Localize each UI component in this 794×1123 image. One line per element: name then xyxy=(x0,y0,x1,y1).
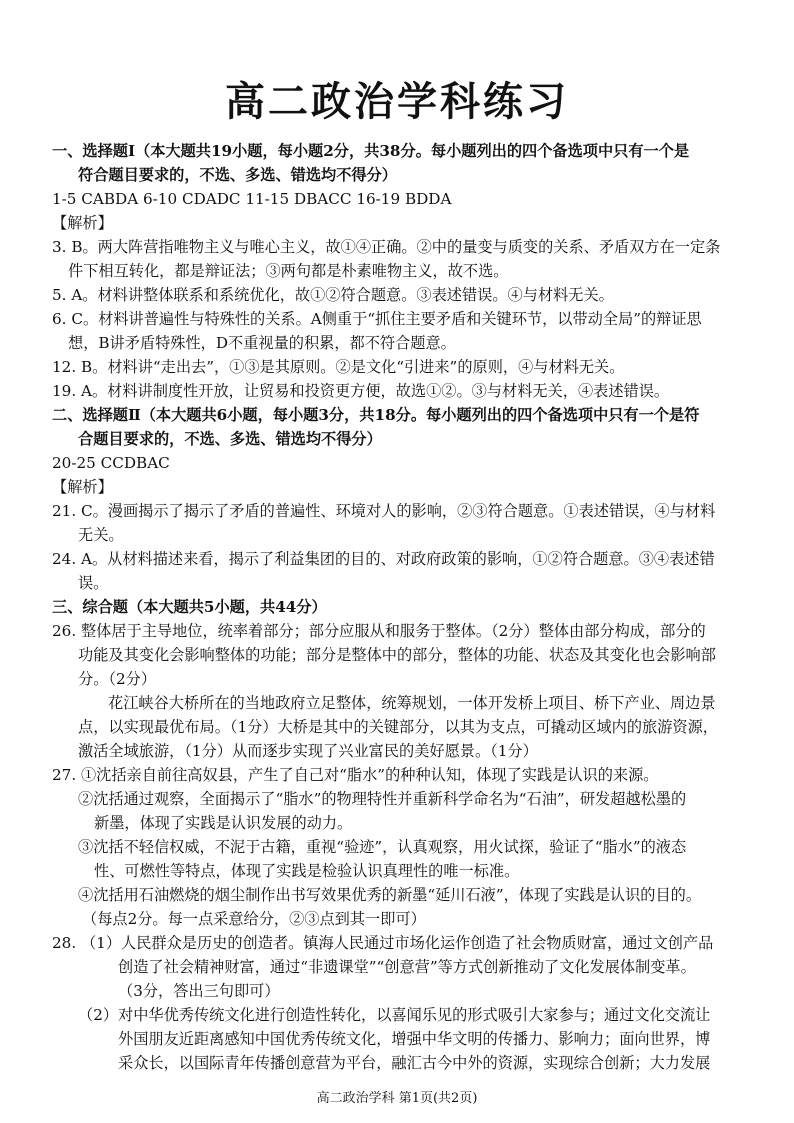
answer-q28-part1-scoring: （3分，答出三句即可） xyxy=(118,982,280,1000)
analysis-q3: 3. B。两大阵营指唯物主义与唯心主义，故①④正确。②中的量变与质变的关系、矛盾双方在一定条 xyxy=(52,238,721,256)
analysis-label: 【解析】 xyxy=(52,214,113,232)
answer-q27-point3-cont: 性、可燃性等特点，体现了实践是检验认识真理性的唯一标准。 xyxy=(94,862,520,880)
answer-q28-part2: （2）对中华优秀传统文化进行创造性转化，以喜闻乐见的形式吸引大家参与；通过文化交流让 xyxy=(78,1006,711,1024)
section-1-heading: 一、选择题Ⅰ（本大题共19小题，每小题2分，共38分。每小题列出的四个备选项中只有一个是 xyxy=(52,142,690,160)
analysis-q24-cont: 误。 xyxy=(78,574,109,592)
analysis-q21-cont: 无关。 xyxy=(78,526,124,544)
analysis-q19: 19. A。材料讲制度性开放，让贸易和投资更方便，故选①②。③与材料无关，④表述错误。 xyxy=(52,382,670,400)
analysis-q3-cont: 件下相互转化，都是辩证法；③两句都是朴素唯物主义，故不选。 xyxy=(68,262,509,280)
analysis-q6: 6. C。材料讲普遍性与特殊性的关系。A侧重于“抓住主要矛盾和关键环节，以带动全局”的辩证思 xyxy=(52,310,702,328)
answer-q27-point2: ②沈括通过观察，全面揭示了“脂水”的物理特性并重新科学命名为“石油”，研发超越松墨的 xyxy=(78,790,687,808)
answer-key-1-19: 1-5 CABDA 6-10 CDADC 11-15 DBACC 16-19 BDDA xyxy=(52,190,452,208)
answer-q26-cont-2: 分。（2分） xyxy=(78,670,157,688)
answer-q28-part2-cont-1: 外国朋友近距离感知中国优秀传统文化，增强中华文明的传播力、影响力；面向世界，博 xyxy=(118,1030,711,1048)
answer-q26-para2-cont-1: 点，以实现最优布局。（1分）大桥是其中的关键部分，以其为支点，可撬动区域内的旅游资源， xyxy=(78,718,718,736)
analysis-q21: 21. C。漫画揭示了揭示了矛盾的普遍性、环境对人的影响，②③符合题意。①表述错误，④与材料 xyxy=(52,502,716,520)
analysis-q24: 24. A。从材料描述来看，揭示了利益集团的目的、对政府政策的影响，①②符合题意。③④表述错 xyxy=(52,550,715,568)
answer-q27-point2-cont: 新墨，体现了实践是认识发展的动力。 xyxy=(94,814,353,832)
section-2-heading: 二、选择题Ⅱ（本大题共6小题，每小题3分，共18分。每小题列出的四个备选项中只有一个是符 xyxy=(52,406,700,424)
answer-q26-para2-cont-2: 激活全域旅游，（1分）从而逐步实现了兴业富民的美好愿景。（1分） xyxy=(78,742,538,760)
page-footer: 高二政治学科 第1页(共2页) xyxy=(316,1091,478,1106)
analysis-q5: 5. A。材料讲整体联系和系统优化，故①②符合题意。③表述错误。④与材料无关。 xyxy=(52,286,614,304)
answer-q26: 26. 整体居于主导地位，统率着部分；部分应服从和服务于整体。（2分）整体由部分构成，部分的 xyxy=(52,622,706,640)
answer-q26-para2: 花江峡谷大桥所在的当地政府立足整体，统筹规划，一体开发桥上项目、桥下产业、周边景 xyxy=(108,694,716,712)
answer-q26-cont-1: 功能及其变化会影响整体的功能；部分是整体中的部分，整体的功能、状态及其变化也会影响部 xyxy=(78,646,716,664)
answer-q27-point4: ④沈括用石油燃烧的烟尘制作出书写效果优秀的新墨“延川石液”，体现了实践是认识的目的。 xyxy=(78,886,702,904)
answer-q27-point3: ③沈括不轻信权威，不泥于古籍，重视“验迹”，认真观察，用火试探，验证了“脂水”的液态 xyxy=(78,838,687,856)
analysis-label-2: 【解析】 xyxy=(52,478,113,496)
answer-q28-part1-cont: 创造了社会精神财富，通过“非遗课堂”“创意营”等方式创新推动了文化发展体制变革。 xyxy=(118,958,696,976)
section-1-heading-cont: 符合题目要求的，不选、多选、错选均不得分） xyxy=(78,166,397,184)
section-2-heading-cont: 合题目要求的，不选、多选、错选均不得分） xyxy=(78,430,382,448)
answer-q28-part1: 28. （1）人民群众是历史的创造者。镇海人民通过市场化运作创造了社会物质财富，通过文创产品 xyxy=(52,934,714,952)
answer-q28-part2-cont-2: 采众长，以国际青年传播创意营为平台，融汇古今中外的资源，实现综合创新；大力发展 xyxy=(118,1054,711,1072)
analysis-q6-cont: 想，B讲矛盾特殊性，D不重视量的积累，都不符合题意。 xyxy=(68,334,456,352)
section-3-heading: 三、综合题（本大题共5小题，共44分） xyxy=(52,598,327,616)
answer-q27-scoring: （每点2分。每一点采意给分，②③点到其一即可） xyxy=(82,910,426,928)
answer-key-20-25: 20-25 CCDBAC xyxy=(52,454,170,472)
answer-q27-point1: 27. ①沈括亲自前往高奴县，产生了自己对“脂水”的种种认知，体现了实践是认识的来源。 xyxy=(52,766,659,784)
analysis-q12: 12. B。材料讲“走出去”，①③是其原则。②是文化“引进来”的原则，④与材料无关。 xyxy=(52,358,625,376)
page-title: 高二政治学科练习 xyxy=(225,78,569,125)
